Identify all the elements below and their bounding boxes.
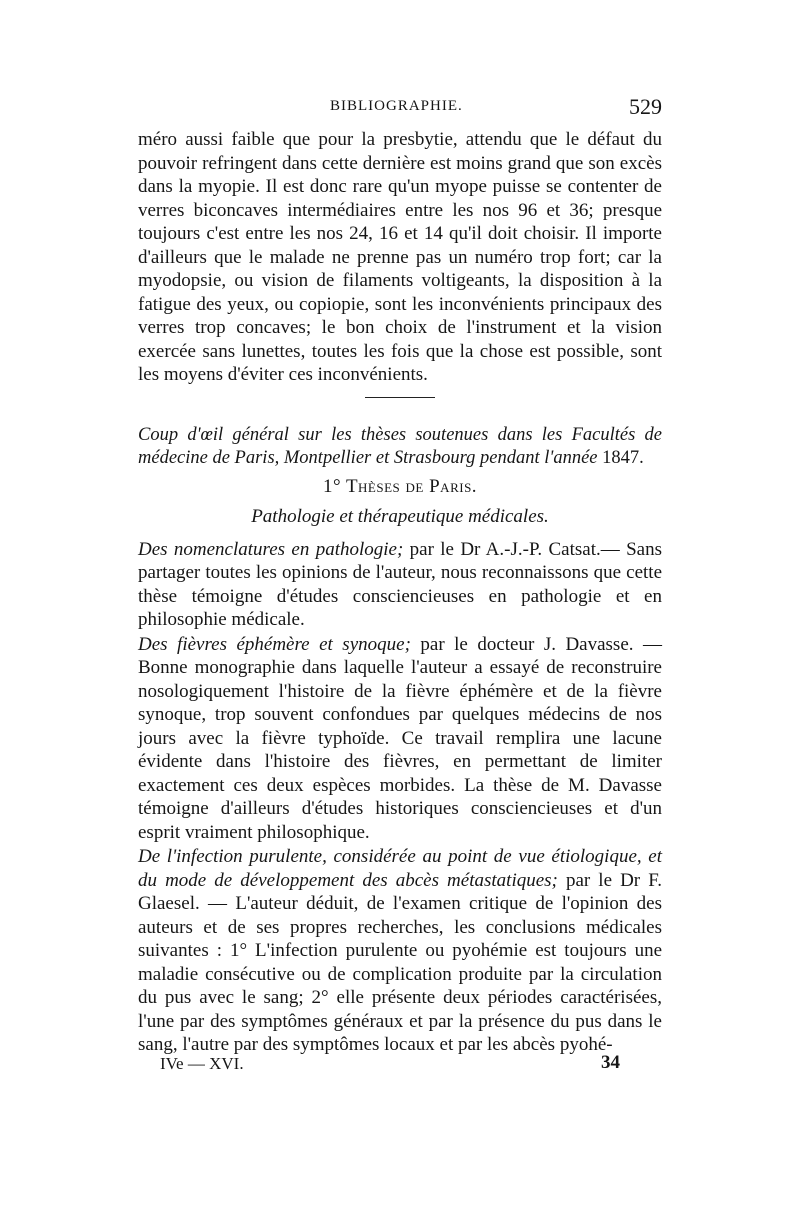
entry-title: Des fièvres éphémère et synoque; bbox=[138, 633, 411, 655]
work-title-text: Coup d'œil général sur les thèses soutenues dans les Facultés de médecine de Paris, Montpellier et Strasbourg pendant l'année bbox=[138, 424, 662, 468]
signature-mark: IVe — XVI. bbox=[160, 1054, 244, 1073]
entry-text: par le Dr A.-J.-P. Catsat.— Sans partager toutes les opinions de l'auteur, nous reconnaissons que cette thèse témoigne d'études consciencieuses en pathologie et en philosophie médicale. bbox=[138, 538, 662, 630]
entry-paragraph bbox=[138, 633, 662, 845]
section-divider bbox=[365, 397, 435, 398]
running-title: BIBLIOGRAPHIE. bbox=[330, 98, 463, 114]
subsection-heading: Pathologie et thérapeutique médicales. bbox=[251, 505, 549, 527]
work-year: 1847. bbox=[597, 447, 644, 468]
section-heading: 1° Thèses de Paris. bbox=[322, 475, 478, 497]
work-title bbox=[138, 424, 662, 470]
entry-text: par le Dr F. Glaesel. — L'auteur déduit, de l'examen critique de l'opinion des auteurs et de ses propres recherches, les conclusions médicales suivantes : 1° L'infection purulente ou pyohémie est toujours une maladie consécutive ou de complication produite par la circulation du pus avec le sang; 2° elle présente deux périodes caractérisées, l'une par des symptômes généraux et par la présence du pus dans le sang, l'autre par des symptômes locaux et par les abcès pyohé- bbox=[138, 869, 663, 1055]
entry-paragraph bbox=[138, 538, 662, 632]
page-number: 529 bbox=[629, 94, 662, 119]
entry-title: De l'infection purulente, considérée au point de vue étiologique, et du mode de développement des abcès métastatiques; bbox=[138, 846, 662, 891]
entry-title: Des nomenclatures en pathologie; bbox=[138, 538, 404, 560]
entry-text: par le docteur J. Davasse. — Bonne monographie dans laquelle l'auteur a essayé de reconstruire nosologiquement l'histoire de la fièvre éphémère et de la fièvre synoque, trop souvent confondues par quelques médecins de nos jours avec la fièvre typhoïde. Ce travail remplira une lacune évidente dans l'histoire des fièvres, en permettant de limiter exactement ces deux espèces morbides. La thèse de M. Davasse témoigne d'ailleurs d'études historiques consciencieuses et d'un esprit vraiment philosophique. bbox=[138, 633, 662, 843]
intro-paragraph: méro aussi faible que pour la presbytie, attendu que le défaut du pouvoir refringent dans cette dernière est moins grand que son excès dans la myopie. Il est donc rare qu'un myope puisse se contenter de verres biconcaves intermédiaires entre les nos 96 et 36; presque toujours c'est entre les nos 24, 16 et 14 qu'il doit choisir. Il importe d'ailleurs que le malade ne prenne pas un numéro trop fort; car la myodopsie, ou vision de filaments voltigeants, la disposition à la fatigue des yeux, ou copiopie, sont les inconvénients principaux des verres trop concaves; le bon choix de l'instrument et la vision exercée sans lunettes, toutes les fois que la chose est possible, sont les moyens d'éviter ces inconvénients. bbox=[138, 129, 662, 385]
page-body bbox=[138, 128, 662, 1058]
folio-number: 34 bbox=[601, 1052, 620, 1073]
entry-paragraph bbox=[138, 845, 662, 1057]
page-footer bbox=[160, 1054, 620, 1080]
page-header bbox=[138, 96, 662, 124]
